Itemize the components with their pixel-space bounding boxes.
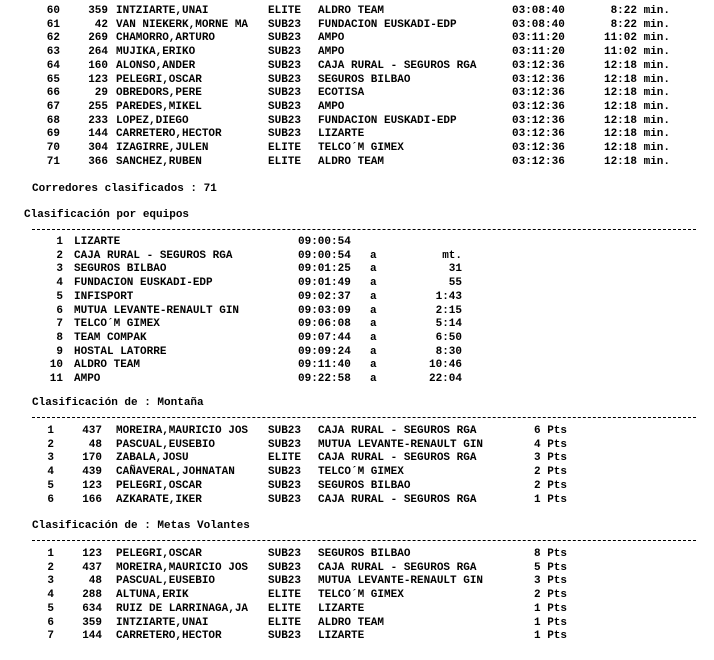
bib: 48	[88, 438, 102, 451]
rider-name: AZKARATE,IKER	[116, 493, 202, 506]
team: FUNDACION EUSKADI-EDP	[318, 114, 457, 127]
gap: 22:04	[428, 373, 462, 385]
category: SUB23	[268, 114, 302, 127]
rider-name: PELEGRI,OSCAR	[116, 479, 202, 492]
rider-name: MOREIRA,MAURICIO JOS	[116, 425, 249, 437]
bib: 366	[88, 155, 108, 168]
team: SEGUROS BILBAO	[318, 548, 411, 560]
position: 1	[47, 425, 54, 437]
time: 09:00:54	[298, 236, 351, 248]
points: 1 Pts	[534, 493, 568, 506]
position: 66	[46, 87, 60, 100]
teams-divider	[32, 229, 696, 230]
time: 09:22:58	[298, 373, 351, 385]
points: 2 Pts	[534, 466, 568, 479]
points: 3 Pts	[534, 575, 568, 588]
team: CAJA RURAL - SEGUROS RGA	[318, 452, 477, 465]
rider-name: IZAGIRRE,JULEN	[116, 142, 209, 154]
gap: 12:18 min.	[603, 73, 670, 86]
points: 2 Pts	[534, 479, 568, 492]
a-marker: a	[370, 277, 377, 290]
team: AMPO	[318, 46, 345, 59]
position: 5	[56, 290, 63, 303]
team: TELCO´M GIMEX	[318, 589, 404, 602]
position: 62	[46, 32, 60, 45]
time: 09:07:44	[298, 331, 351, 344]
position: 4	[47, 589, 54, 602]
gap: 8:22 min.	[610, 18, 670, 31]
position: 10	[49, 359, 63, 372]
gap: 6:50	[435, 331, 462, 344]
time: 03:12:36	[512, 87, 565, 100]
team: LIZARTE	[318, 602, 365, 615]
rider-name: MUJIKA,ERIKO	[116, 46, 196, 59]
time: 03:12:36	[512, 114, 565, 127]
bib: 166	[82, 493, 102, 506]
team: SEGUROS BILBAO	[74, 263, 167, 276]
position: 3	[56, 263, 63, 276]
time: 09:11:40	[298, 359, 351, 372]
points: 1 Pts	[534, 616, 568, 629]
category: SUB23	[268, 575, 302, 588]
points: 5 Pts	[534, 561, 568, 574]
rider-name: CHAMORRO,ARTURO	[116, 32, 216, 45]
team: TELCO´M GIMEX	[74, 318, 160, 331]
gap: 1:43	[435, 290, 462, 303]
rider-name: INTZIARTE,UNAI	[116, 5, 209, 17]
bib: 123	[82, 479, 102, 492]
gap: 12:18 min.	[603, 114, 670, 127]
position: 11	[49, 373, 63, 385]
rider-name: OBREDORS,PERE	[116, 87, 202, 100]
bib: 359	[88, 5, 108, 17]
position: 69	[46, 128, 60, 141]
position: 6	[47, 616, 54, 629]
a-marker: a	[370, 345, 377, 358]
category: SUB23	[268, 32, 302, 45]
time: 09:01:25	[298, 263, 351, 276]
team: CAJA RURAL - SEGUROS RGA	[318, 59, 477, 72]
time: 03:12:36	[512, 155, 565, 168]
team: ALDRO TEAM	[318, 616, 385, 629]
bib: 437	[82, 425, 102, 437]
team: TEAM COMPAK	[74, 331, 147, 344]
gap: 12:18 min.	[603, 87, 670, 100]
bib: 264	[88, 46, 108, 59]
rider-name: PELEGRI,OSCAR	[116, 73, 202, 86]
a-marker: a	[370, 263, 377, 276]
rider-name: ALONSO,ANDER	[116, 59, 196, 72]
team: LIZARTE	[318, 128, 365, 141]
category: ELITE	[268, 589, 302, 602]
position: 61	[46, 18, 60, 31]
team: HOSTAL LATORRE	[74, 345, 167, 358]
a-marker: a	[370, 318, 377, 331]
a-marker: a	[370, 304, 377, 317]
position: 7	[47, 630, 54, 643]
time: 03:08:40	[512, 18, 565, 31]
rider-name: CARRETERO,HECTOR	[116, 128, 222, 141]
bib: 288	[82, 589, 102, 602]
position: 3	[47, 452, 54, 465]
a-marker: a	[370, 359, 377, 372]
bib: 437	[82, 561, 102, 574]
team: CAJA RURAL - SEGUROS RGA	[74, 249, 233, 262]
rider-name: PELEGRI,OSCAR	[116, 548, 202, 560]
category: SUB23	[268, 59, 302, 72]
time: 03:08:40	[512, 5, 565, 17]
team: LIZARTE	[318, 630, 365, 643]
time: 09:03:09	[298, 304, 351, 317]
bib: 123	[82, 548, 102, 560]
position: 60	[46, 5, 60, 17]
position: 70	[46, 142, 60, 154]
rider-name: SANCHEZ,RUBEN	[116, 155, 202, 168]
bib: 233	[88, 114, 108, 127]
points: 4 Pts	[534, 438, 568, 451]
team: LIZARTE	[74, 236, 121, 248]
position: 67	[46, 100, 60, 113]
position: 4	[47, 466, 54, 479]
position: 6	[47, 493, 54, 506]
team: MUTUA LEVANTE-RENAULT GIN	[318, 438, 484, 451]
time: 03:12:36	[512, 100, 565, 113]
category: SUB23	[268, 479, 302, 492]
category: ELITE	[268, 155, 302, 168]
gap: 12:18 min.	[603, 142, 670, 154]
time: 03:12:36	[512, 73, 565, 86]
a-marker: a	[370, 373, 377, 385]
bib: 29	[94, 87, 108, 100]
classified-count: Corredores clasificados : 71	[32, 183, 217, 195]
rider-name: CARRETERO,HECTOR	[116, 630, 222, 643]
team: FUNDACION EUSKADI-EDP	[318, 18, 457, 31]
mountain-divider	[32, 417, 696, 418]
points: 1 Pts	[534, 630, 568, 643]
bib: 144	[88, 128, 108, 141]
team: ECOTISA	[318, 87, 365, 100]
position: 2	[56, 249, 63, 262]
position: 2	[47, 438, 54, 451]
gap: mt.	[442, 249, 462, 262]
team: ALDRO TEAM	[318, 5, 385, 17]
mountain-section-title: Clasificación de : Montaña	[32, 397, 204, 409]
rider-name: PASCUAL,EUSEBIO	[116, 438, 216, 451]
team: TELCO´M GIMEX	[318, 466, 404, 479]
position: 5	[47, 602, 54, 615]
team: FUNDACION EUSKADI-EDP	[74, 277, 213, 290]
gap: 12:18 min.	[603, 100, 670, 113]
position: 5	[47, 479, 54, 492]
rider-name: INTZIARTE,UNAI	[116, 616, 209, 629]
category: ELITE	[268, 616, 302, 629]
points: 1 Pts	[534, 602, 568, 615]
time: 03:11:20	[512, 46, 565, 59]
position: 7	[56, 318, 63, 331]
gap: 2:15	[435, 304, 462, 317]
points: 3 Pts	[534, 452, 568, 465]
gap: 31	[448, 263, 462, 276]
metas-divider	[32, 540, 696, 541]
category: SUB23	[268, 18, 302, 31]
gap: 12:18 min.	[603, 155, 670, 168]
time: 03:12:36	[512, 128, 565, 141]
gap: 12:18 min.	[603, 128, 670, 141]
team: CAJA RURAL - SEGUROS RGA	[318, 561, 477, 574]
team: CAJA RURAL - SEGUROS RGA	[318, 493, 477, 506]
team: AMPO	[318, 32, 345, 45]
position: 3	[47, 575, 54, 588]
points: 8 Pts	[534, 548, 568, 560]
position: 63	[46, 46, 60, 59]
position: 71	[46, 155, 60, 168]
points: 6 Pts	[534, 425, 568, 437]
gap: 11:02 min.	[603, 46, 670, 59]
category: SUB23	[268, 548, 302, 560]
gap: 8:22 min.	[610, 5, 670, 17]
bib: 304	[88, 142, 108, 154]
category: SUB23	[268, 128, 302, 141]
position: 8	[56, 331, 63, 344]
team: CAJA RURAL - SEGUROS RGA	[318, 425, 477, 437]
bib: 48	[88, 575, 102, 588]
team: ALDRO TEAM	[318, 155, 385, 168]
category: SUB23	[268, 466, 302, 479]
category: SUB23	[268, 100, 302, 113]
position: 9	[56, 345, 63, 358]
team: INFISPORT	[74, 290, 134, 303]
position: 1	[56, 236, 63, 248]
time: 09:01:49	[298, 277, 351, 290]
team: SEGUROS BILBAO	[318, 73, 411, 86]
category: SUB23	[268, 493, 302, 506]
bib: 269	[88, 32, 108, 45]
bib: 42	[94, 18, 108, 31]
position: 1	[47, 548, 54, 560]
gap: 10:46	[428, 359, 462, 372]
position: 64	[46, 59, 60, 72]
a-marker: a	[370, 331, 377, 344]
position: 6	[56, 304, 63, 317]
bib: 123	[88, 73, 108, 86]
team: AMPO	[318, 100, 345, 113]
gap: 55	[448, 277, 462, 290]
gap: 12:18 min.	[603, 59, 670, 72]
bib: 255	[88, 100, 108, 113]
bib: 144	[82, 630, 102, 643]
category: ELITE	[268, 602, 302, 615]
rider-name: PAREDES,MIKEL	[116, 100, 202, 113]
a-marker: a	[370, 249, 377, 262]
category: SUB23	[268, 438, 302, 451]
a-marker: a	[370, 290, 377, 303]
bib: 160	[88, 59, 108, 72]
rider-name: PASCUAL,EUSEBIO	[116, 575, 216, 588]
teams-section-title: Clasificación por equipos	[24, 209, 190, 221]
category: SUB23	[268, 73, 302, 86]
time: 03:11:20	[512, 32, 565, 45]
bib: 634	[82, 602, 102, 615]
time: 03:12:36	[512, 142, 565, 154]
rider-name: MOREIRA,MAURICIO JOS	[116, 561, 249, 574]
rider-name: LOPEZ,DIEGO	[116, 114, 189, 127]
category: ELITE	[268, 5, 302, 17]
bib: 170	[82, 452, 102, 465]
team: MUTUA LEVANTE-RENAULT GIN	[74, 304, 240, 317]
rider-name: RUIZ DE LARRINAGA,JA	[116, 602, 249, 615]
team: MUTUA LEVANTE-RENAULT GIN	[318, 575, 484, 588]
rider-name: VAN NIEKERK,MORNE MA	[116, 18, 249, 31]
metas-section-title: Clasificación de : Metas Volantes	[32, 520, 250, 532]
gap: 11:02 min.	[603, 32, 670, 45]
team: TELCO´M GIMEX	[318, 142, 404, 154]
time: 09:06:08	[298, 318, 351, 331]
time: 09:00:54	[298, 249, 351, 262]
category: SUB23	[268, 561, 302, 574]
position: 4	[56, 277, 63, 290]
team: ALDRO TEAM	[74, 359, 141, 372]
team: SEGUROS BILBAO	[318, 479, 411, 492]
category: ELITE	[268, 142, 302, 154]
team: AMPO	[74, 373, 101, 385]
rider-name: ALTUNA,ERIK	[116, 589, 189, 602]
category: SUB23	[268, 630, 302, 643]
category: ELITE	[268, 452, 302, 465]
gap: 5:14	[435, 318, 462, 331]
time: 09:09:24	[298, 345, 351, 358]
position: 68	[46, 114, 60, 127]
category: SUB23	[268, 46, 302, 59]
points: 2 Pts	[534, 589, 568, 602]
rider-name: ZABALA,JOSU	[116, 452, 189, 465]
category: SUB23	[268, 425, 302, 437]
category: SUB23	[268, 87, 302, 100]
bib: 439	[82, 466, 102, 479]
time: 03:12:36	[512, 59, 565, 72]
rider-name: CAÑAVERAL,JOHNATAN	[116, 466, 235, 479]
bib: 359	[82, 616, 102, 629]
time: 09:02:37	[298, 290, 351, 303]
gap: 8:30	[435, 345, 462, 358]
position: 2	[47, 561, 54, 574]
position: 65	[46, 73, 60, 86]
